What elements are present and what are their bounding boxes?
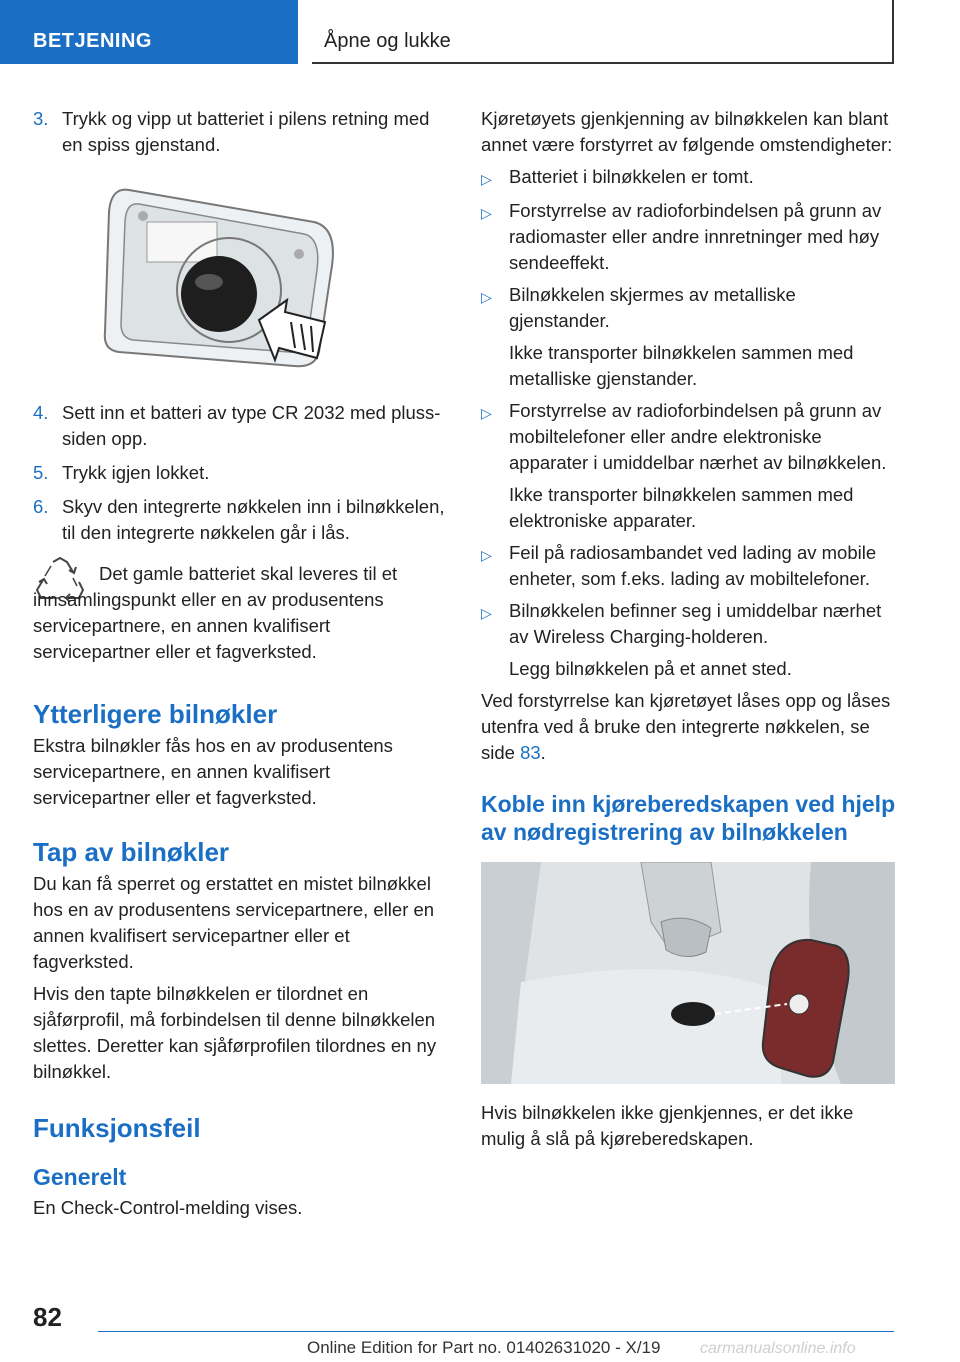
step-6 xyxy=(33,494,448,546)
step-text: Sett inn et batteri av type CR 2032 med pluss-siden opp. xyxy=(62,402,441,449)
paragraph-emergency: Hvis bilnøkkelen ikke gjenkjennes, er det ikke mulig å slå på kjøreberedskapen. xyxy=(481,1102,854,1149)
step-text: Trykk igjen lokket. xyxy=(62,462,210,483)
bullet-text: Forstyrrelse av radioforbindelsen på grunn av mobiltelefoner eller andre elektroniske apparater i umiddelbar nærhet av bilnøkkelen. xyxy=(509,400,887,473)
paragraph-lost-keys-2: Hvis den tapte bilnøkkelen er tilordnet en sjåførprofil, må forbindelsen til denne bilnøkkelen slettes. Deretter kan sjåførprofilen tilordnes en ny bilnøkkel. xyxy=(33,983,437,1082)
heading-general: Generelt xyxy=(33,1164,127,1190)
triangle-bullet-icon: ▷ xyxy=(481,547,492,563)
paragraph-lost-keys-1: Du kan få sperret og erstattet en mistet bilnøkkel hos en av produsentens servicepartnere, eller en annen kvalifisert servicepartner eller et fagverksted. xyxy=(33,873,435,972)
heading-malfunction: Funksjonsfeil xyxy=(33,1113,201,1143)
paragraph-unlock xyxy=(481,688,899,766)
triangle-bullet-icon: ▷ xyxy=(481,405,492,421)
page-number: 82 xyxy=(33,1302,62,1332)
bullet-list xyxy=(481,164,899,682)
bullet-text: Batteriet i bilnøkkelen er tomt. xyxy=(509,166,754,187)
step-number: 4. xyxy=(33,402,49,423)
chapter-title: Åpne og lukke xyxy=(324,30,451,52)
car-key-console-icon xyxy=(481,862,895,1084)
step-number: 6. xyxy=(33,496,49,517)
step-text: Trykk og vipp ut batteriet i pilens retning med en spiss gjenstand. xyxy=(62,108,430,155)
bullet-item xyxy=(481,164,899,192)
key-battery-icon xyxy=(99,182,359,372)
page-link[interactable]: 83 xyxy=(520,742,541,763)
footer-edition: Online Edition for Part no. 01402631020 - X/19 xyxy=(307,1338,661,1357)
bullet-item xyxy=(481,398,899,476)
right-column xyxy=(481,106,899,1158)
car-console-illustration xyxy=(481,862,895,1084)
triangle-bullet-icon: ▷ xyxy=(481,289,492,305)
bullet-text: Bilnøkkelen befinner seg i umiddelbar nærhet av Wireless Charging-holderen. xyxy=(509,600,882,647)
bullet-item xyxy=(481,198,899,276)
bullet-text: Forstyrrelse av radioforbindelsen på grunn av radiomaster eller andre innretninger med høy sendeeffekt. xyxy=(509,200,882,273)
paragraph-general: En Check-Control-melding vises. xyxy=(33,1197,303,1218)
chapter-header xyxy=(312,0,894,64)
watermark: carmanualsonline.info xyxy=(700,1340,856,1357)
bullet-subtext: Legg bilnøkkelen på et annet sted. xyxy=(509,658,792,679)
bullet-subtext: Ikke transporter bilnøkkelen sammen med elektroniske apparater. xyxy=(509,484,854,531)
paragraph-intro: Kjøretøyets gjenkjenning av bilnøkkelen kan blant annet være forstyrret av følgende omstendigheter: xyxy=(481,108,893,155)
triangle-bullet-icon: ▷ xyxy=(481,605,492,621)
heading-extra-keys: Ytterligere bilnøkler xyxy=(33,699,278,729)
section-tab xyxy=(0,0,298,64)
heading-lost-keys: Tap av bilnøkler xyxy=(33,837,230,867)
unlock-text-end: . xyxy=(540,742,546,763)
step-text: Skyv den integrerte nøkkelen inn i bilnøkkelen, til den integrerte nøkkelen går i lås. xyxy=(62,496,445,543)
unlock-text: Ved forstyrrelse kan kjøretøyet låses opp og låses utenfra ved å bruke den integrerte nøkkelen, se side xyxy=(481,690,891,763)
heading-emergency-registration: Koble inn kjøreberedskapen ved hjelp av nødregistrering av bilnøkkelen xyxy=(481,791,896,845)
step-number: 5. xyxy=(33,462,49,483)
footer-divider xyxy=(98,1331,894,1332)
step-4 xyxy=(33,400,448,452)
section-label: BETJENING xyxy=(33,30,152,52)
bullet-text: Feil på radiosambandet ved lading av mobile enheter, som f.eks. lading av mobiltelefoner. xyxy=(509,542,877,589)
bullet-subtext: Ikke transporter bilnøkkelen sammen med metalliske gjenstander. xyxy=(509,342,854,389)
bullet-item xyxy=(481,598,899,650)
bullet-item xyxy=(481,540,899,592)
triangle-bullet-icon: ▷ xyxy=(481,205,492,221)
step-5 xyxy=(33,460,448,486)
step-number: 3. xyxy=(33,108,49,129)
triangle-bullet-icon: ▷ xyxy=(481,171,492,187)
paragraph-extra-keys: Ekstra bilnøkler fås hos en av produsentens servicepartnere, en annen kvalifisert servicepartner eller et fagverksted. xyxy=(33,735,393,808)
bullet-item xyxy=(481,282,899,334)
left-column xyxy=(33,106,448,1227)
bullet-text: Bilnøkkelen skjermes av metalliske gjenstander. xyxy=(509,284,796,331)
key-battery-illustration xyxy=(99,182,359,372)
step-3 xyxy=(33,106,448,158)
recycle-note-text: Det gamle batteriet skal leveres til et innsamlingspunkt eller en av produsentens servicepartnere, en annen kvalifisert servicepartner eller et fagverksted. xyxy=(33,563,398,662)
